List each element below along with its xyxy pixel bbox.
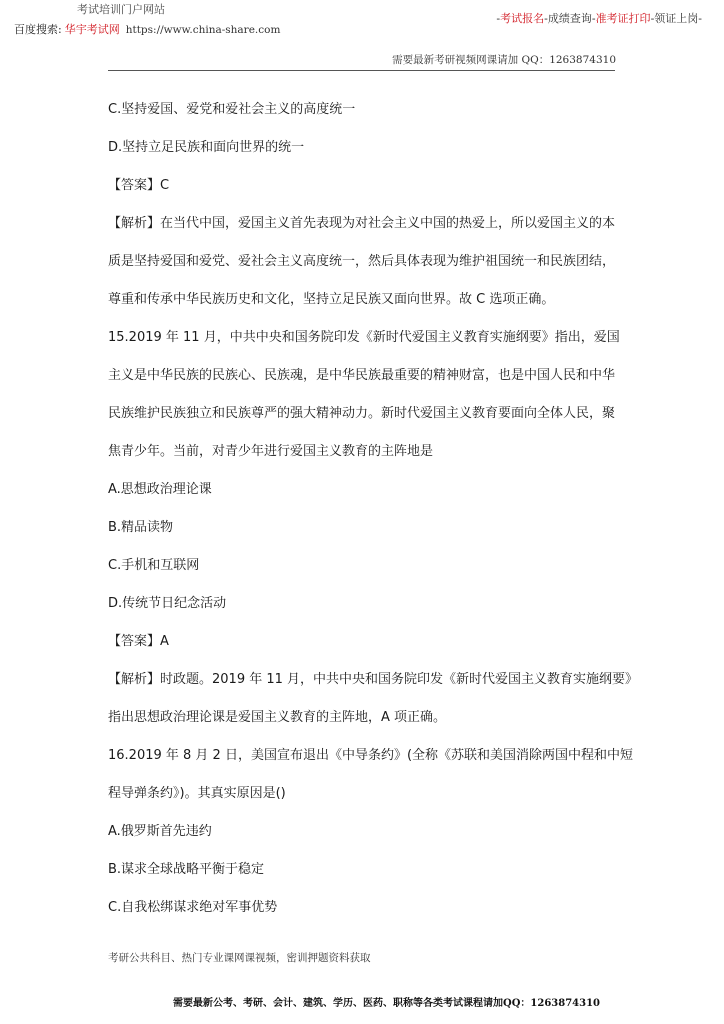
grade-query-link[interactable]: -成绩查询- (544, 12, 596, 25)
site-url-link[interactable]: https://www.china-share.com (125, 24, 281, 36)
option-line: C.坚持爱国、爱党和爱社会主义的高度统一 (108, 102, 356, 117)
answer-line: 【答案】A (108, 634, 169, 649)
answer-line: 【答案】C (108, 178, 170, 193)
search-brand-link[interactable]: 华宇考试网 (64, 23, 120, 36)
option-line: D.坚持立足民族和面向世界的统一 (108, 140, 305, 155)
option-line: C.手机和互联网 (108, 558, 200, 573)
question-line: 程导弹条约》)。其真实原因是() (108, 786, 286, 801)
exam-signup-link[interactable]: 考试报名 (500, 12, 545, 25)
analysis-line: 指出思想政治理论课是爱国主义教育的主阵地，A 项正确。 (108, 710, 447, 725)
link-separator: - (496, 12, 501, 25)
portal-title: 考试培训门户网站 (77, 3, 165, 16)
analysis-line: 【解析】在当代中国，爱国主义首先表现为对社会主义中国的热爱上，所以爱国主义的本 (108, 216, 616, 231)
analysis-line: 【解析】时政题。2019 年 11 月，中共中央和国务院印发《新时代爱国主义教育实施纲要》 (108, 672, 639, 687)
analysis-line: 质是坚持爱国和爱党、爱社会主义高度统一，然后具体表现为维护祖国统一和民族团结， (108, 254, 616, 269)
analysis-line: 尊重和传承中华民族历史和文化，坚持立足民族又面向世界。故 C 选项正确。 (108, 292, 555, 307)
search-label: 百度搜索: (14, 23, 62, 36)
option-line: D.传统节日纪念活动 (108, 596, 227, 611)
question-line: 15.2019 年 11 月，中共中央和国务院印发《新时代爱国主义教育实施纲要》指出，爱国 (108, 330, 620, 345)
question-line: 焦青少年。当前，对青少年进行爱国主义教育的主阵地是 (108, 444, 434, 459)
header-links (496, 10, 702, 26)
question-line: 民族维护民族独立和民族尊严的强大精神动力。新时代爱国主义教育要面向全体人民，聚 (108, 406, 616, 421)
option-line: A.思想政治理论课 (108, 482, 212, 497)
search-hint (14, 21, 280, 37)
option-line: C.自我松绑谋求绝对军事优势 (108, 900, 278, 915)
header-contact: 需要最新考研视频网课请加 QQ：1263874310 (392, 54, 616, 66)
option-line: B.精品读物 (108, 520, 174, 535)
header-divider (108, 70, 615, 71)
admit-card-link[interactable]: 准考证打印 (595, 12, 651, 25)
footer-note: 考研公共科目、热门专业课网课视频，密训押题资料获取 (108, 952, 371, 964)
footer-contact: 需要最新公考、考研、会计、建筑、学历、医药、职称等各类考试课程请加QQ：1263874310 (173, 998, 601, 1009)
option-line: B.谋求全球战略平衡于稳定 (108, 862, 265, 877)
question-line: 主义是中华民族的民族心、民族魂，是中华民族最重要的精神财富，也是中国人民和中华 (108, 368, 616, 383)
certificate-link[interactable]: -领证上岗- (650, 12, 702, 25)
question-line: 16.2019 年 8 月 2 日，美国宣布退出《中导条约》(全称《苏联和美国消除两国中程和中短 (108, 748, 634, 763)
option-line: A.俄罗斯首先违约 (108, 824, 212, 839)
